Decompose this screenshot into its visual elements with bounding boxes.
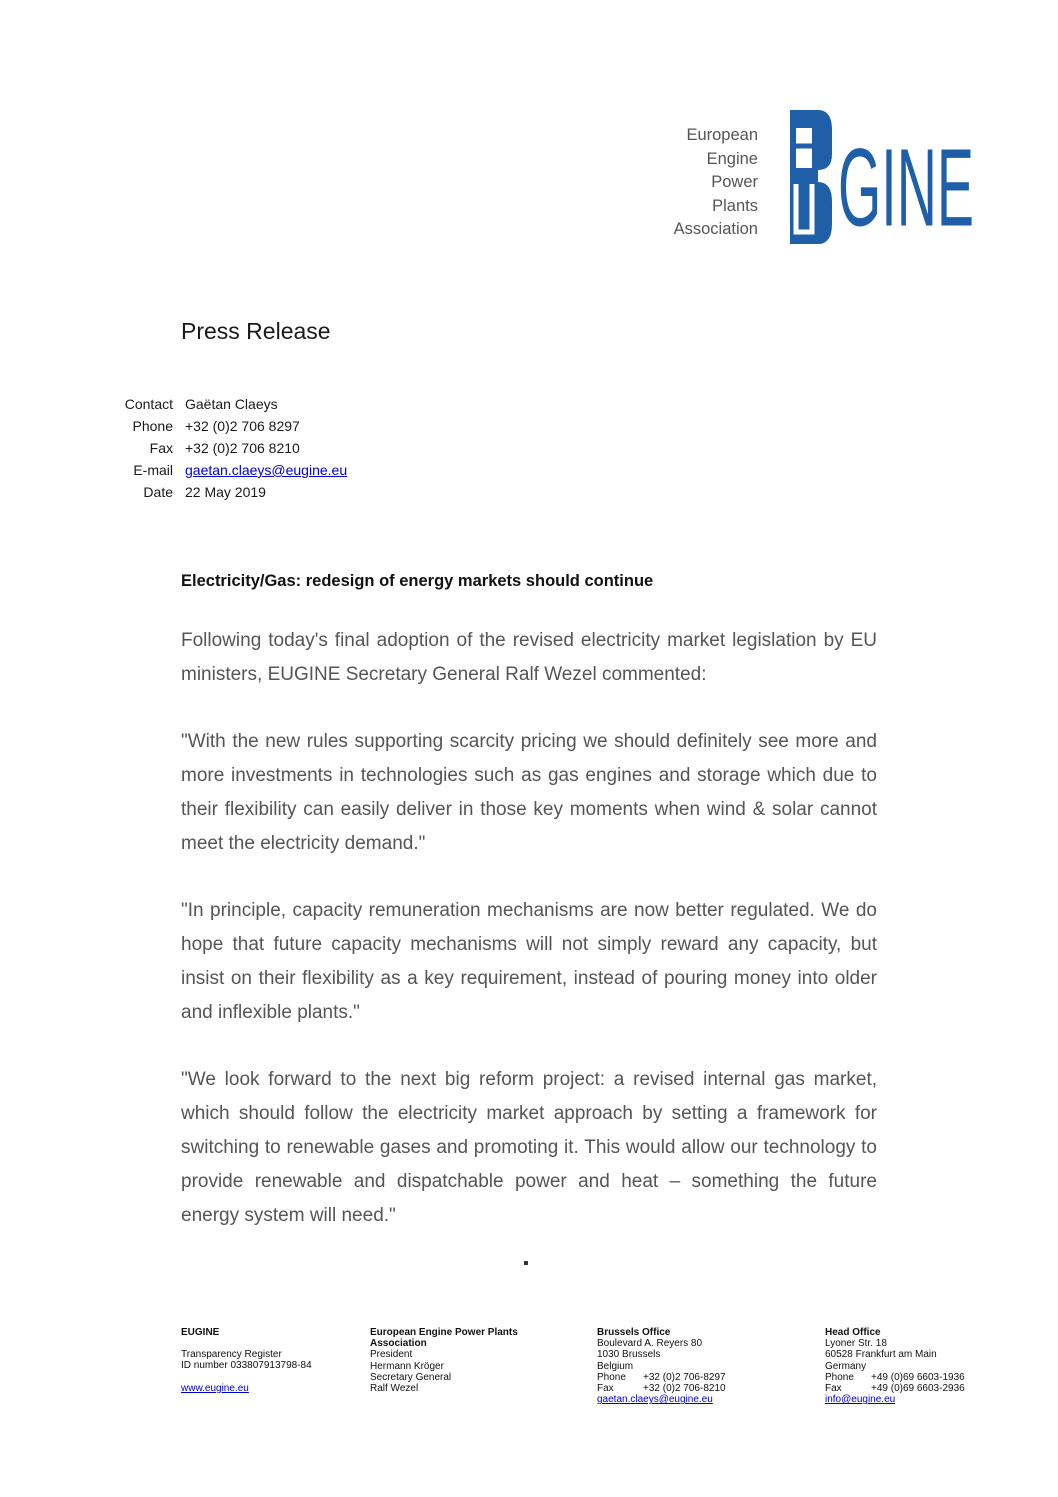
- email-link[interactable]: info@eugine.eu: [825, 1394, 896, 1406]
- footer-line: President: [370, 1349, 413, 1361]
- email-link[interactable]: gaetan.claeys@eugine.eu: [185, 462, 348, 478]
- footer-heading: Brussels Office: [597, 1327, 671, 1338]
- body-paragraph: "We look forward to the next big reform project: a revised internal gas market, which should follow the electricity market approach by setting a framework for switching to renewable gases and promoting it. This would allow our technology to provide renewable and dispatchable power and heat – something the future energy system will need.": [181, 1069, 877, 1226]
- footer-col-brussels: [597, 1327, 726, 1405]
- footer-fax: [597, 1383, 726, 1394]
- footer-heading: European Engine Power Plants: [370, 1327, 518, 1338]
- logo-line: Plants: [712, 196, 758, 215]
- logo-line: Power: [711, 173, 758, 191]
- press-body: [181, 624, 877, 1266]
- logo-line: Engine: [706, 149, 758, 168]
- footer-line: ID number 033807913798-84: [181, 1360, 312, 1372]
- logo-line: Association: [673, 220, 758, 238]
- logo-association-name: [674, 124, 758, 242]
- fax-label: Fax: [597, 1383, 614, 1395]
- footer-phone: [825, 1372, 965, 1383]
- page-title: Press Release: [181, 318, 331, 344]
- footer-line: Belgium: [597, 1360, 634, 1372]
- footer-fax: [825, 1383, 965, 1394]
- fax-label: Fax: [825, 1383, 842, 1395]
- footer-col-association: [370, 1327, 518, 1394]
- footer-line: Transparency Register: [181, 1349, 282, 1361]
- headline: Electricity/Gas: redesign of energy markets should continue: [181, 572, 654, 590]
- body-paragraph: "With the new rules supporting scarcity pricing we should definitely see more and more investments in technologies such as gas engines and storage which due to their flexibility can easily deliver in those key moments when wind & solar cannot meet the electricity demand.": [181, 731, 877, 854]
- body-paragraph: Following today's final adoption of the revised electricity market legislation by EU ministers, EUGINE Secretary General Ralf Wezel commented:: [181, 630, 877, 685]
- phone-label: Phone: [597, 1371, 626, 1383]
- end-marker: [524, 1261, 528, 1265]
- footer-heading: Head Office: [825, 1327, 881, 1338]
- phone-value: +32 (0)2 706 8297: [185, 418, 300, 434]
- eugine-logo: [673, 108, 980, 250]
- body-paragraph: "In principle, capacity remuneration mechanisms are now better regulated. We do hope that future capacity mechanisms will not simply reward any capacity, but insist on their flexibility as a key requirement, instead of pouring money into older and inflexible plants.": [181, 900, 877, 1023]
- footer-line: Hermann Kröger: [370, 1360, 444, 1372]
- phone-label: Phone: [825, 1371, 854, 1383]
- email-label: E-mail: [133, 462, 173, 478]
- footer-heading: EUGINE: [181, 1327, 220, 1338]
- phone-label: Phone: [132, 418, 173, 434]
- footer-heading: Association: [370, 1338, 427, 1350]
- phone-value: +32 (0)2 706-8297: [643, 1371, 726, 1383]
- fax-value: +32 (0)2 706-8210: [643, 1383, 726, 1395]
- footer-phone: [597, 1372, 726, 1383]
- footer-col-head-office: [825, 1327, 965, 1405]
- fax-label: Fax: [149, 440, 173, 456]
- email-link[interactable]: gaetan.claeys@eugine.eu: [597, 1394, 713, 1406]
- contact-label: Contact: [124, 396, 173, 412]
- footer-line: 60528 Frankfurt am Main: [825, 1349, 937, 1361]
- logo-line: European: [686, 126, 758, 144]
- footer-line: 1030 Brussels: [597, 1349, 661, 1361]
- footer-line: Germany: [825, 1360, 867, 1372]
- footer-line: Boulevard A. Reyers 80: [597, 1338, 703, 1350]
- website-link[interactable]: www.eugine.eu: [181, 1382, 249, 1394]
- date-value: 22 May 2019: [185, 484, 266, 500]
- fax-value: +49 (0)69 6603-2936: [871, 1383, 965, 1395]
- eugine-logo-mark: [788, 108, 980, 248]
- fax-value: +32 (0)2 706 8210: [185, 440, 300, 456]
- footer-line: Lyoner Str. 18: [825, 1338, 887, 1350]
- footer-col-eugine: [181, 1327, 312, 1394]
- phone-value: +49 (0)69 6603-1936: [871, 1371, 965, 1383]
- date-label: Date: [143, 484, 173, 500]
- footer-line: Secretary General: [370, 1371, 452, 1383]
- footer-line: Ralf Wezel: [370, 1383, 419, 1395]
- contact-name: Gaëtan Claeys: [185, 396, 278, 412]
- logo-wordmark: GINE: [838, 125, 974, 250]
